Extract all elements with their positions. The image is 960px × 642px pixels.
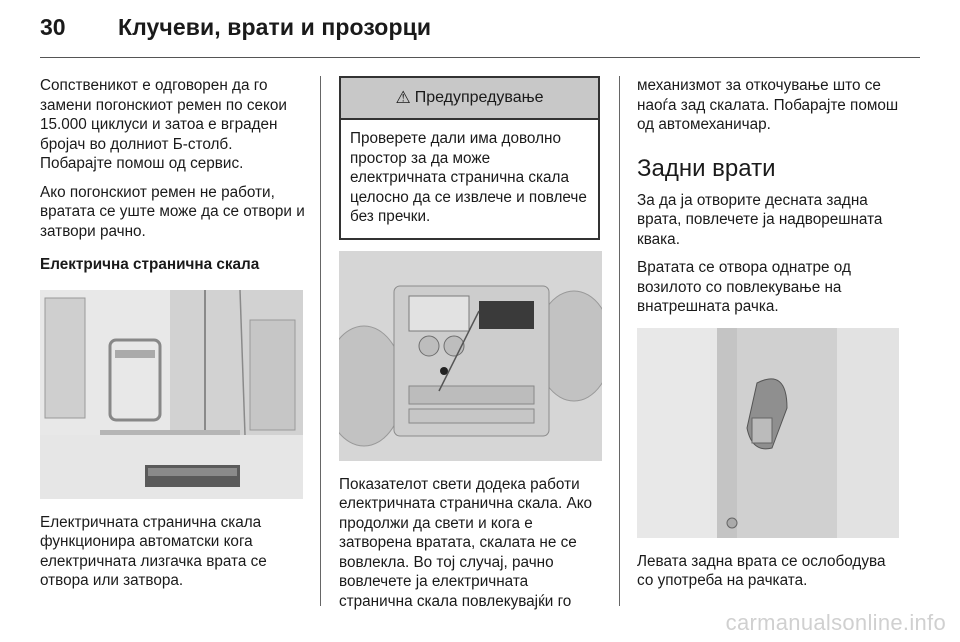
warning-title: Предупредување <box>414 89 544 107</box>
caption-electric-step: Електричната странична скала функционира автоматски кога електричната лизгачка врата се отвора или затвора. <box>40 513 267 589</box>
subheading-electric-step: Електрична странична скала <box>40 256 260 273</box>
rear-door-handle-illustration <box>637 328 899 538</box>
column-left <box>40 76 305 600</box>
section-heading-rear-doors: Задни врати <box>637 154 776 182</box>
warning-header <box>341 78 598 120</box>
column-divider-right <box>619 76 620 606</box>
paragraph-belt-replacement: Сопственикот е одговорен да го замени погонскиот ремен по секои 15.000 циклуси и затоа е вграден бројач во долниот Б-столб. Побарајте помош од сервис. <box>40 77 287 172</box>
paragraph-open-from-inside: Вратата се отвора однатре од возилото со повлекување на внатрешната рачка. <box>637 259 851 315</box>
electric-step-illustration <box>40 290 303 499</box>
figure-rear-door-handle <box>637 328 899 538</box>
column-right <box>637 76 905 600</box>
paragraph-release-mechanism: механизмот за откочување што се наоѓа зад скалата. Побарајте помош од автомеханичар. <box>637 77 899 133</box>
figure-indicator-panel <box>339 251 602 461</box>
warning-box <box>339 76 600 240</box>
indicator-panel-illustration <box>339 251 602 461</box>
page-number: 30 <box>40 14 66 40</box>
caption-indicator: Показателот свети додека работи електричната странична скала. Ако продолжи да свети и кога е затворена вратата, скалата не се вовлекла. Во тој случај, рачно вовлечете ја електричната странична скала повлекувајќи го <box>339 475 593 610</box>
warning-triangle-icon: ⚠ <box>395 88 411 108</box>
watermark: carmanualsonline.info <box>725 610 946 635</box>
warning-text: Проверете дали има доволно простор за да може електричната странична скала целосно да се извлече и повлече без пречки. <box>350 130 587 225</box>
column-middle <box>339 76 601 620</box>
column-divider-left <box>320 76 321 606</box>
paragraph-open-right-door: За да ја отворите десната задна врата, повлечете ја надворешната квака. <box>637 191 883 248</box>
page-header <box>0 0 960 62</box>
chapter-title: Клучеви, врати и прозорци <box>118 14 432 40</box>
paragraph-manual-operation: Ако погонскиот ремен не работи, вратата се уште може да се отвори и затвори рачно. <box>40 183 305 240</box>
header-divider <box>40 57 920 58</box>
caption-rear-door: Левата задна врата се ослободува со употреба на рачката. <box>637 552 886 589</box>
figure-electric-step <box>40 290 303 499</box>
